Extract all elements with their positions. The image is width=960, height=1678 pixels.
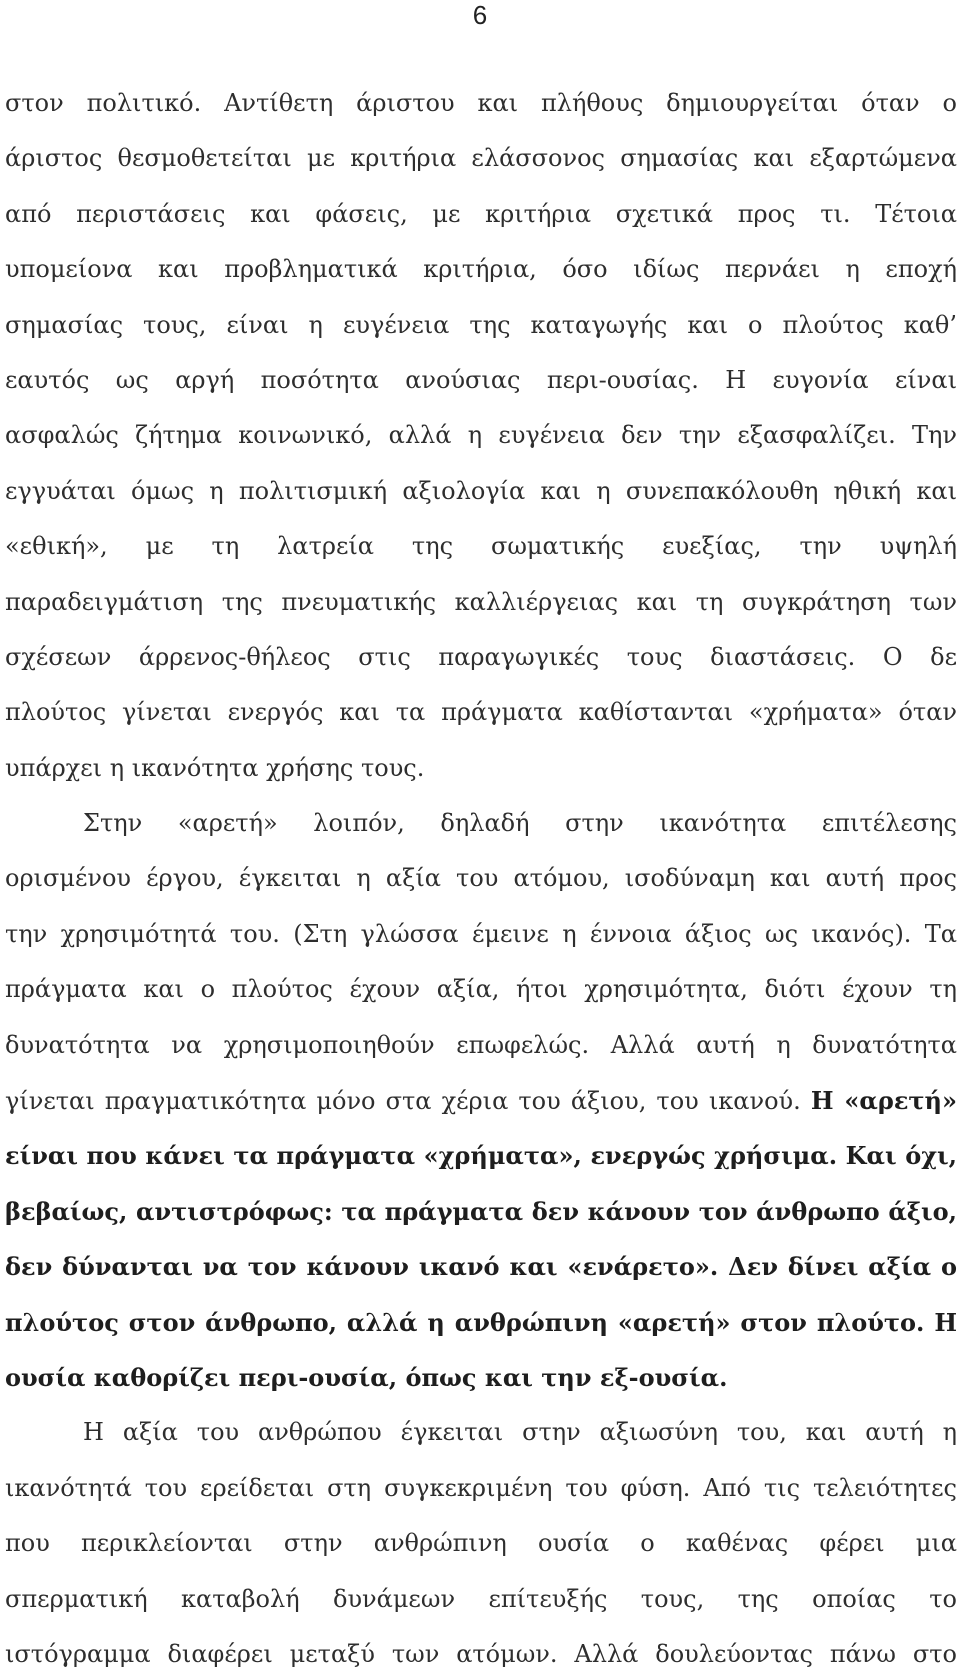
text-line: άριστος θεσμοθετείται με κριτήρια ελάσσονος σημασίας και εξαρτώμενα <box>5 144 957 173</box>
text-line: πράγματα και ο πλούτος έχουν αξία, ήτοι χρησιμότητα, διότι έχουν τη <box>5 975 957 1004</box>
text-line: από περιστάσεις και φάσεις, με κριτήρια σχετικά προς τι. Τέτοια <box>5 199 957 228</box>
text-line: «εθική», με τη λατρεία της σωματικής ευεξίας, την υψηλή <box>5 532 957 561</box>
bold-text-run: είναι που κάνει τα πράγματα «χρήματα», ενεργώς χρήσιμα. Και όχι, <box>5 1141 957 1171</box>
text-line: στον πολιτικό. Αντίθετη άριστου και πλήθους δημιουργείται όταν ο <box>5 89 957 117</box>
bold-text-run: ουσία καθορίζει περι-ουσία, όπως και την εξ-ουσία. <box>5 1362 728 1392</box>
text-run: γίνεται πραγματικότητα μόνο στα χέρια του άξιου, του ικανού. <box>5 1087 801 1116</box>
bold-text-run: Η «αρετή» <box>810 1086 957 1116</box>
text-line: ιστόγραμμα διαφέρει μεταξύ των ατόμων. Αλλά δουλεύοντας πάνω στο <box>5 1639 957 1668</box>
text-line: παραδειγμάτιση της πνευματικής καλλιέργειας και τη συγκράτηση των <box>5 587 957 616</box>
text-line: πλούτος γίνεται ενεργός και τα πράγματα καθίστανται «χρήματα» όταν <box>5 698 957 727</box>
bold-text-line <box>5 1128 957 1183</box>
bold-text-line <box>5 1184 957 1239</box>
bold-text-line <box>5 1239 957 1294</box>
bold-text-line <box>5 1350 957 1405</box>
text-line: ορισμένου έργου, έγκειται η αξία του ατόμου, ισοδύναμη και αυτή προς <box>5 864 957 893</box>
text-line: που περικλείονται στην ανθρώπινη ουσία ο καθένας φέρει μια <box>5 1529 957 1558</box>
text-line: σπερματική καταβολή δυνάμεων επίτευξής τους, της οποίας το <box>5 1584 957 1613</box>
text-line: εαυτός ως αργή ποσότητα ανούσιας περι-ουσίας. Η ευγονία είναι <box>5 365 957 394</box>
text-line-mixed <box>5 1073 957 1128</box>
bold-text-run: δεν δύνανται να τον κάνουν ικανό και «ενάρετο». Δεν δίνει αξία ο <box>5 1252 957 1282</box>
text-line: υπομείονα και προβληματικά κριτήρια, όσο ιδίως περνάει η εποχή <box>5 255 957 284</box>
text-line: εγγυάται όμως η πολιτισμική αξιολογία και η συνεπακόλουθη ηθική και <box>5 476 957 505</box>
text-line: δυνατότητα να χρησιμοποιηθούν επωφελώς. Αλλά αυτή η δυνατότητα <box>5 1030 957 1059</box>
text-line: την χρησιμότητά του. (Στη γλώσσα έμεινε η έννοια άξιος ως ικανός). Τα <box>5 919 957 948</box>
bold-text-run: βεβαίως, αντιστρόφως: τα πράγματα δεν κάνουν τον άνθρωπο άξιο, <box>5 1196 957 1226</box>
body-text <box>5 76 957 1678</box>
bold-text-line <box>5 1295 957 1350</box>
text-line: υπάρχει η ικανότητα χρήσης τους. <box>5 753 425 782</box>
bold-text-run: πλούτος στον άνθρωπο, αλλά η ανθρώπινη «αρετή» στον πλούτο. Η <box>5 1307 957 1337</box>
text-line: ικανότητά του ερείδεται στη συγκεκριμένη του φύση. Από τις τελειότητες <box>5 1473 957 1502</box>
text-line: σημασίας τους, είναι η ευγένεια της καταγωγής και ο πλούτος καθ’ <box>5 310 957 339</box>
page-number: 6 <box>472 0 488 30</box>
text-line: ασφαλώς ζήτημα κοινωνικό, αλλά η ευγένεια δεν την εξασφαλίζει. Την <box>5 421 957 450</box>
text-line: σχέσεων άρρενος-θήλεος στις παραγωγικές τους διαστάσεις. Ο δε <box>5 642 957 671</box>
text-line: Στην «αρετή» λοιπόν, δηλαδή στην ικανότητα επιτέλεσης <box>83 809 957 838</box>
text-line: Η αξία του ανθρώπου έγκειται στην αξιωσύνη του, και αυτή η <box>83 1418 957 1447</box>
